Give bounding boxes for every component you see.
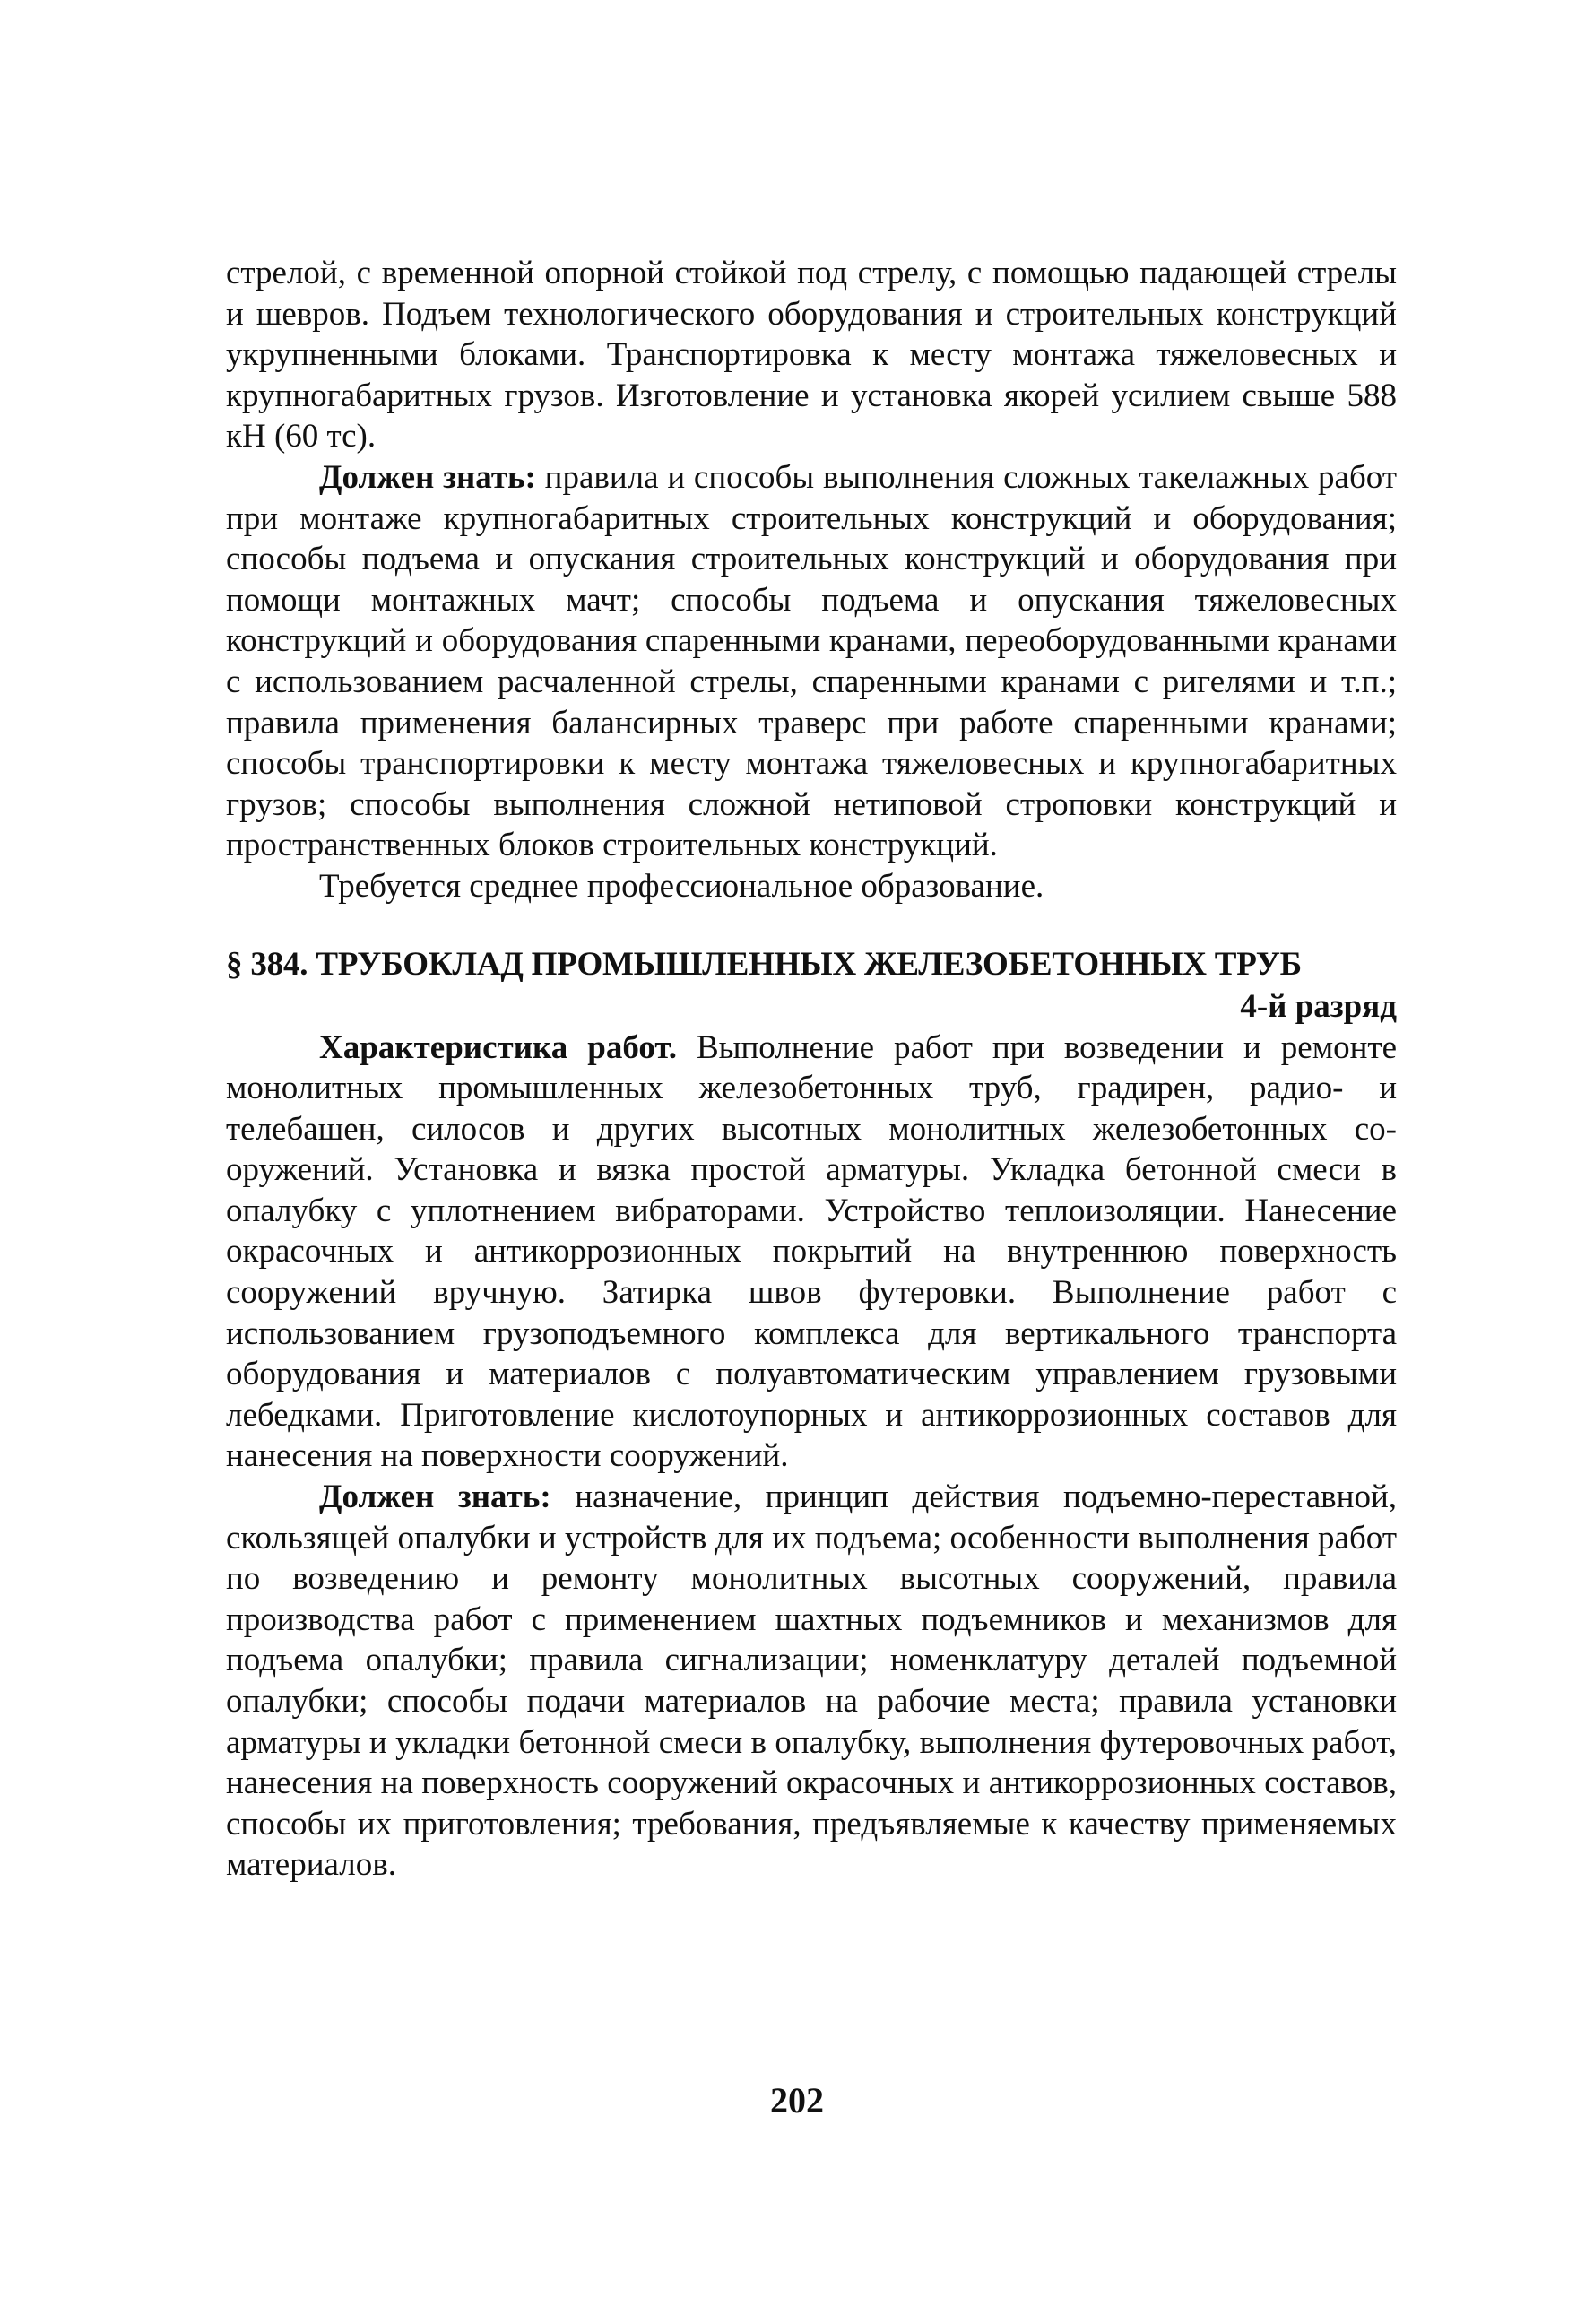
paragraph-work-description [226, 1028, 1397, 1478]
section-grade: 4-й разряд [1240, 987, 1397, 1025]
knowledge-text-2: назначение, принцип действия подъемно-переставной, скользящей опалубки и устройств для их подъема; особенности выполнения работ по возведению и ремонту монолитных высотных сооружений, правила производства работ с применением шахтных подъемников и механизмов для подъема опалубки; правила сигнализации; номенклатуру деталей подъемной опалубки; способы подачи материалов на рабочие места; правила установки арматуры и укладки бетонной смеси в опалубку, выполнения футеровочных работ, нанесения на поверхность сооружений окрасочных и антикоррозионных составов, способы их приготовления; требования, предъявляемые к качеству применяемых материалов. [226, 1479, 1397, 1884]
paragraph-knowledge-requirements [226, 457, 1397, 866]
knowledge-label-2: Должен знать: [319, 1479, 551, 1516]
work-description-label: Характеристика работ. [319, 1028, 677, 1066]
knowledge-label: Должен знать: [319, 458, 536, 496]
page-body [226, 253, 1397, 1886]
knowledge-text: правила и способы выполнения сложных такелажных работ при монтаже крупногабаритных строительных конструкций и оборудования; способы подъема и опускания строительных конструкций и оборудования при помощи монтажных мачт; способы подъема и опускания тяжеловесных конструкций и оборудования спаренными кранами, переоборудованными кранами с использованием расчаленной стрелы, спаренными кранами с ригелями и т.п.; правила применения балансирных траверс при работе спаренными кранами; способы транспортировки к месту монтажа тяжеловесных и крупногабаритных грузов; способы выполнения сложной нетиповой строповки конструкций и пространственных блоков строительных конструкций. [226, 458, 1397, 864]
paragraph-knowledge-requirements-2 [226, 1477, 1397, 1886]
paragraph-continuation: стрелой, с временной опорной стойкой под стрелу, с помощью падающей стрелы и шевров. Подъем технологического оборудования и строительных конструкций укрупненными блоками. Транспортировка к месту монтажа тяжеловесных и крупногабаритных грузов. Изготовление и установка якорей усилием свыше 588 кН (60 тс). [226, 255, 1397, 455]
section-title: § 384. ТРУБОКЛАД ПРОМЫШЛЕННЫХ ЖЕЛЕЗОБЕТОННЫХ ТРУБ [226, 945, 1302, 983]
work-description-text: Выполнение работ при возведении и ремонте монолитных промышленных железобетонных труб, градирен, радио- и телебашен, силосов и других высотных монолитных железобетонных сооружений. Установка и вязка простой арматуры. Укладка бетонной смеси в опалубку с уплотнением вибраторами. Устройство теплоизоляции. Нанесение окрасочных и антикоррозионных покрытий на внутреннюю поверхность сооружений вручную. Затирка швов футеровки. Выполнение работ с использованием грузоподъемного комплекса для вертикального транспорта оборудования и материалов с полуавтоматическим управлением грузовыми лебедками. Приготовление кислотоупорных и антикоррозионных составов для нанесения на поверхности сооружений. [226, 1028, 1397, 1475]
page-number: 202 [770, 2080, 824, 2120]
paragraph-education: Требуется среднее профессиональное образование. [319, 867, 1044, 905]
